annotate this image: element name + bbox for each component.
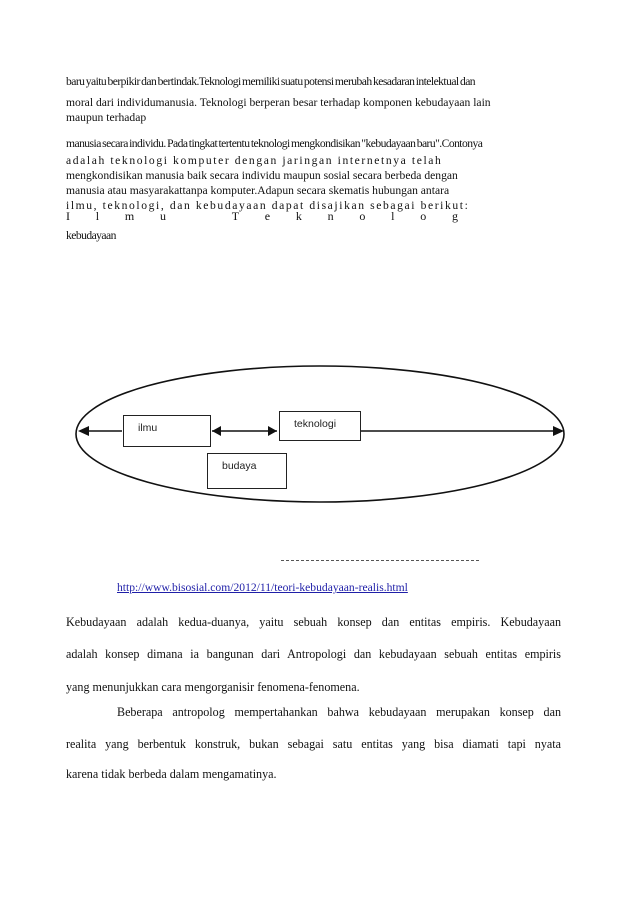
left-arrowhead xyxy=(78,426,89,436)
spread-letter: g xyxy=(451,209,458,223)
spread-letter: u xyxy=(159,209,166,223)
teknologi-box-label: teknologi xyxy=(294,418,337,430)
paragraph-1-line-2: adalah konsep dimana ia bangunan dari Antropologi dan kebudayaan sebuah entitas empiris xyxy=(66,647,561,661)
spread-letter: m xyxy=(124,209,135,223)
text-line-2: moral dari individumanusia. Teknologi berperan besar terhadap komponen kebudayaan lain xyxy=(66,96,491,109)
text-line-8: ilmu, teknologi, dan kebudayaan dapat disajikan sebagai berikut: xyxy=(66,199,470,212)
paragraph-2-line-2: realita yang berbentuk konstruk, bukan sebagai satu entitas yang bisa diamati tapi nyata xyxy=(66,737,561,751)
text-line-4: manusia secara individu. Pada tingkat tertentu teknologi mengkondisikan "kebudayaan baru".Contonya xyxy=(66,137,483,150)
ilmu-box xyxy=(123,415,211,447)
text-line-6: mengkondisikan manusia baik secara individu maupun sosial secara berbeda dengan xyxy=(66,169,458,182)
spread-letter: l xyxy=(95,209,100,223)
text-line-5: adalah teknologi komputer dengan jaringan internetnya telah xyxy=(66,154,443,167)
text-line-10: kebudayaan xyxy=(66,229,116,242)
dashed-separator xyxy=(281,560,479,561)
paragraph-2-line-1: Beberapa antropolog mempertahankan bahwa kebudayaan merupakan konsep dan xyxy=(117,705,561,719)
spread-letter: o xyxy=(359,209,366,223)
middle-arrowhead-right xyxy=(268,426,277,436)
paragraph-1-line-3: yang menunjukkan cara mengorganisir fenomena-fenomena. xyxy=(66,680,360,694)
budaya-box xyxy=(207,453,287,489)
spread-letter: T xyxy=(231,209,240,223)
spread-letter: k xyxy=(295,209,302,223)
spread-letter: l xyxy=(391,209,395,223)
text-line-3: maupun terhadap xyxy=(66,111,147,124)
spread-letter: n xyxy=(327,209,334,223)
spread-letter: e xyxy=(264,209,271,223)
spread-letter: I xyxy=(66,209,70,223)
source-link[interactable]: http://www.bisosial.com/2012/11/teori-kebudayaan-realis.html xyxy=(117,581,408,594)
text-line-7: manusia atau masyarakattanpa komputer.Adapun secara skematis hubungan antara xyxy=(66,184,450,197)
budaya-box-label: budaya xyxy=(222,460,257,472)
teknologi-box xyxy=(279,411,361,441)
paragraph-2-line-3: karena tidak berbeda dalam mengamatinya. xyxy=(66,767,277,781)
text-line-1: baru yaitu berpikir dan bertindak.Teknologi memiliki suatu potensi merubah kesadaran intelektual dan xyxy=(66,75,476,88)
ilmu-box-label: ilmu xyxy=(138,422,158,434)
spread-letter: o xyxy=(420,209,427,223)
middle-arrowhead-left xyxy=(212,426,221,436)
paragraph-1-line-1: Kebudayaan adalah kedua-duanya, yaitu sebuah konsep dan entitas empiris. Kebudayaan xyxy=(66,615,561,629)
